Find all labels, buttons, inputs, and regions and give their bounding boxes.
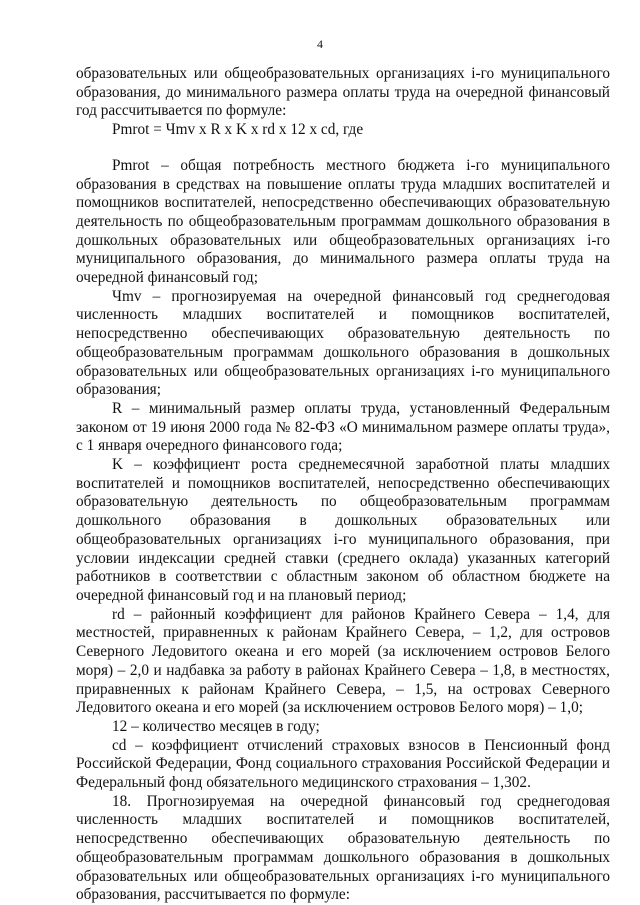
paragraph-intro: образовательных или общеобразовательных организациях i-го муниципального образования, до минимального размера оплаты труда на очередной финансовый год рассчитывается по формуле: [76, 65, 610, 120]
spacer [76, 140, 610, 157]
definition-months: 12 – количество месяцев в году; [112, 717, 320, 735]
formula-pmrot: Pmrot = Чmv x R x K x rd x 12 x cd, где [112, 121, 364, 139]
paragraph-item-18: 18. Прогнозируемая на очередной финансовый год среднегодовая численность младших воспитателей и помощников воспитателей, непосредственно обеспечивающих образовательную деятельность по общеобразовательным программам дошкольного образования в дошкольных образовательных или общеобразовательных организациях i-го муниципального образования, рассчитывается по формуле: [76, 792, 610, 904]
definition-chmv: Чmv – прогнозируемая на очередной финансовый год среднегодовая численность младших воспитателей и помощников воспитателей, непосредственно обеспечивающих образовательную деятельность по общеобразовательным программам дошкольного образования в дошкольных образовательных или общеобразовательных организациях i-го муниципального образования; [76, 287, 610, 399]
page-number: 4 [317, 37, 323, 51]
definition-k: K – коэффициент роста среднемесячной заработной платы младших воспитателей и помощников воспитателей, непосредственно обеспечивающих образовательную деятельность по общеобразовательным программам дошкольного образования в дошкольных образовательных или общеобразовательных организациях i-го муниципального образования, при условии индексации средней ставки (среднего оклада) указанных категорий работников в соответствии с областным законом об областном бюджете на очередной финансовый год и на плановый период; [76, 456, 610, 604]
definition-rd: rd – районный коэффициент для районов Крайнего Севера – 1,4, для местностей, приравненных к районам Крайнего Севера, – 1,2, для островов Северного Ледовитого океана и его морей (за исключением островов Белого моря) – 2,0 и надбавка за работу в районах Крайнего Севера – 1,8, в местностях, приравненных к районам Крайнего Севера, – 1,5, на островах Северного Ледовитого океана и его морей (за исключением островов Белого моря) – 1,0; [76, 605, 610, 717]
definition-pmrot: Pmrot – общая потребность местного бюджета i-го муниципального образования в средствах на повышение оплаты труда младших воспитателей и помощников воспитателей, непосредственно обеспечивающих образовательную деятельность по общеобразовательным программам дошкольного образования в дошкольных образовательных или общеобразовательных организациях i-го муниципального образования, до минимального размера оплаты труда на очередной финансовый год; [76, 156, 610, 287]
definition-cd: cd – коэффициент отчислений страховых взносов в Пенсионный фонд Российской Федерации, Фонд социального страхования Российской Федерации и Федеральный фонд обязательного медицинского страхования – 1,302. [76, 736, 610, 792]
definition-r: R – минимальный размер оплаты труда, установленный Федеральным законом от 19 июня 2000 года № 82-ФЗ «О минимальном размере оплаты труда», с 1 января очередного финансового года; [76, 399, 610, 455]
document-body [76, 65, 610, 905]
